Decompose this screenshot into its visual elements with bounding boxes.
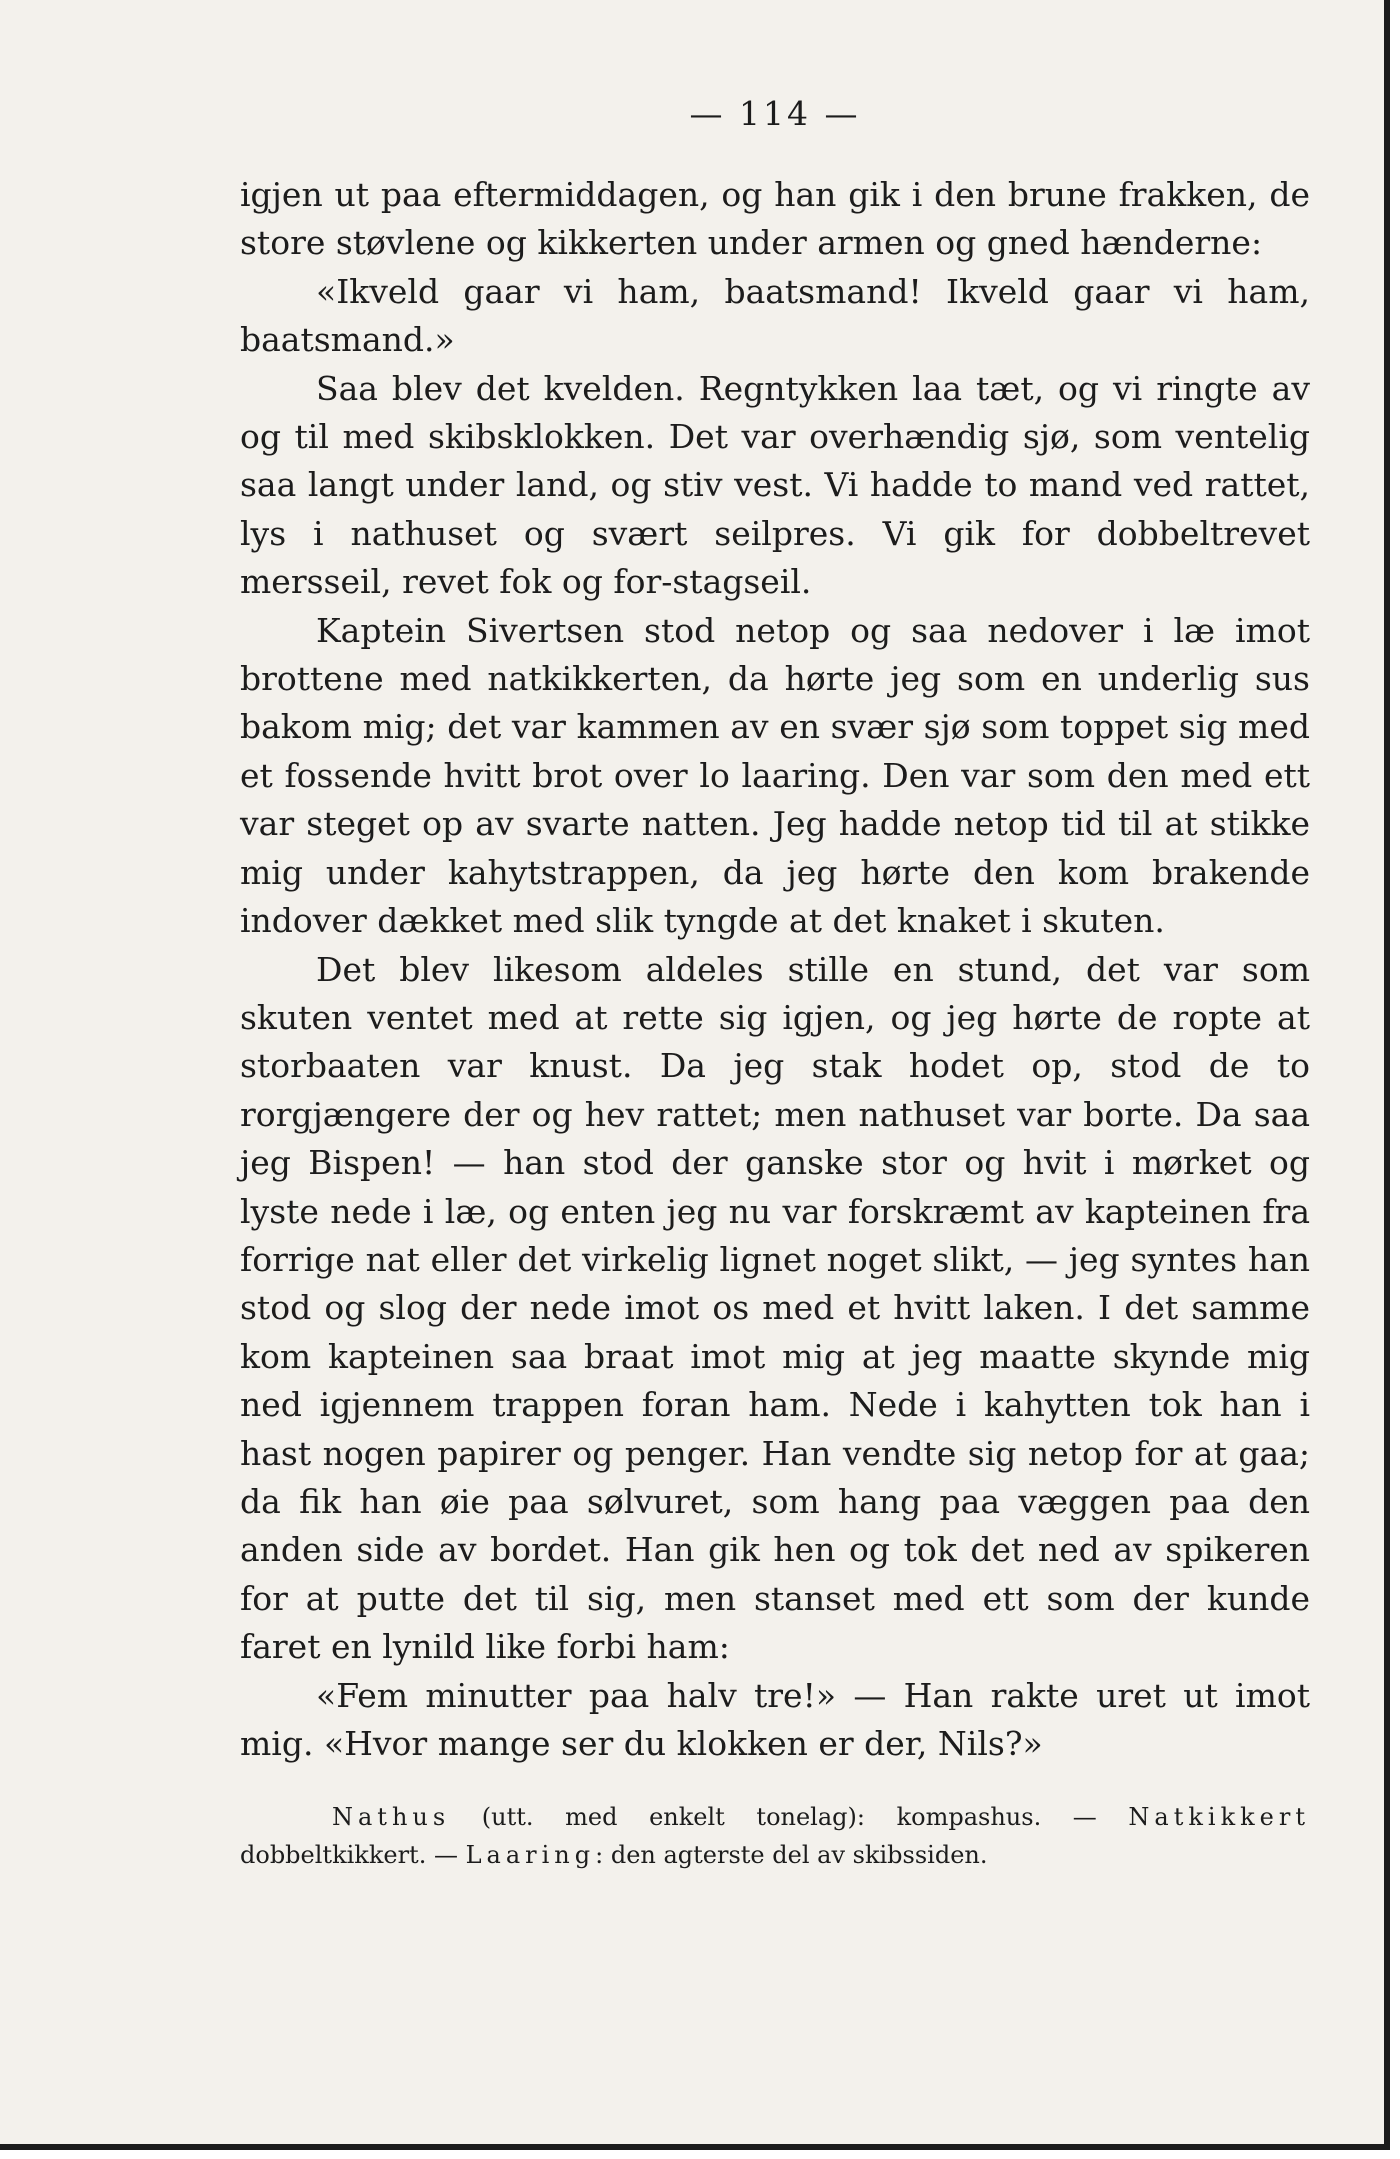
text-block: [240, 85, 1310, 1898]
footnote-def-nathus: (utt. med enkelt tonelag): kompashus. —: [450, 1803, 1129, 1832]
paragraph-5: Det blev likesom aldeles stille en stund, det var som skuten ventet med at rette sig igjen, og jeg hørte de ropte at storbaaten var knust. Da jeg stak hodet op, stod de to rorgjængere der og hev rattet; men nathuset var borte. Da saa jeg Bispen! — han stod der ganske stor og hvit i mørket og lyste nede i læ, og enten jeg nu var forskræmt av kapteinen fra forrige nat eller det virkelig lignet noget slikt, — jeg syntes han stod og slog der nede imot os med et hvitt laken. I det samme kom kapteinen saa braat imot mig at jeg maatte skynde mig ned igjennem trappen foran ham. Nede i kahytten tok han i hast nogen papirer og penger. Han vendte sig netop for at gaa; da fik han øie paa sølvuret, som hang paa væggen paa den anden side av bordet. Han gik hen og tok det ned av spikeren for at putte det til sig, men stanset med ett som der kunde faret en lynild like forbi ham:: [240, 949, 1310, 1667]
footnote: [240, 1798, 1310, 1874]
footnote-def-natkikkert: dobbeltkikkert. —: [240, 1841, 466, 1870]
paragraph-6: «Fem minutter paa halv tre!» — Han rakte uret ut imot mig. «Hvor mange ser du klokken er der, Nils?»: [240, 1675, 1310, 1763]
footnote-term-nathus: Nathus: [332, 1803, 451, 1832]
paragraph-4: Kaptein Sivertsen stod netop og saa nedover i læ imot brottene med natkikkerten, da hørte jeg som en underlig sus bakom mig; det var kammen av en svær sjø som toppet sig med et fossende hvitt brot over lo laaring. Den var som den med ett var steget op av svarte natten. Jeg hadde netop tid til at stikke mig under kahytstrappen, da jeg hørte den kom brakende indover dækket med slik tyngde at det knaket i skuten.: [240, 610, 1310, 941]
paragraph-1: igjen ut paa eftermiddagen, og han gik i den brune frakken, de store støvlene og kikkerten under armen og gned hænderne:: [240, 175, 1310, 263]
footnote-term-laaring: Laaring: [465, 1841, 596, 1870]
footnote-term-natkikkert: Natkikkert: [1128, 1803, 1310, 1832]
paragraph-3: Saa blev det kvelden. Regntykken laa tæt, og vi ringte av og til med skibsklokken. Det var overhændig sjø, som ventelig saa langt under land, og stiv vest. Vi hadde to mand ved rattet, lys i nathuset og svært seilpres. Vi gik for dobbeltrevet mersseil, revet fok og for-stagseil.: [240, 368, 1310, 602]
page-number: — 114 —: [689, 94, 861, 133]
footnote-def-laaring: : den agterste del av skibssiden.: [595, 1841, 988, 1870]
paragraph-2: «Ikveld gaar vi ham, baatsmand! Ikveld gaar vi ham, baatsmand.»: [240, 271, 1310, 360]
